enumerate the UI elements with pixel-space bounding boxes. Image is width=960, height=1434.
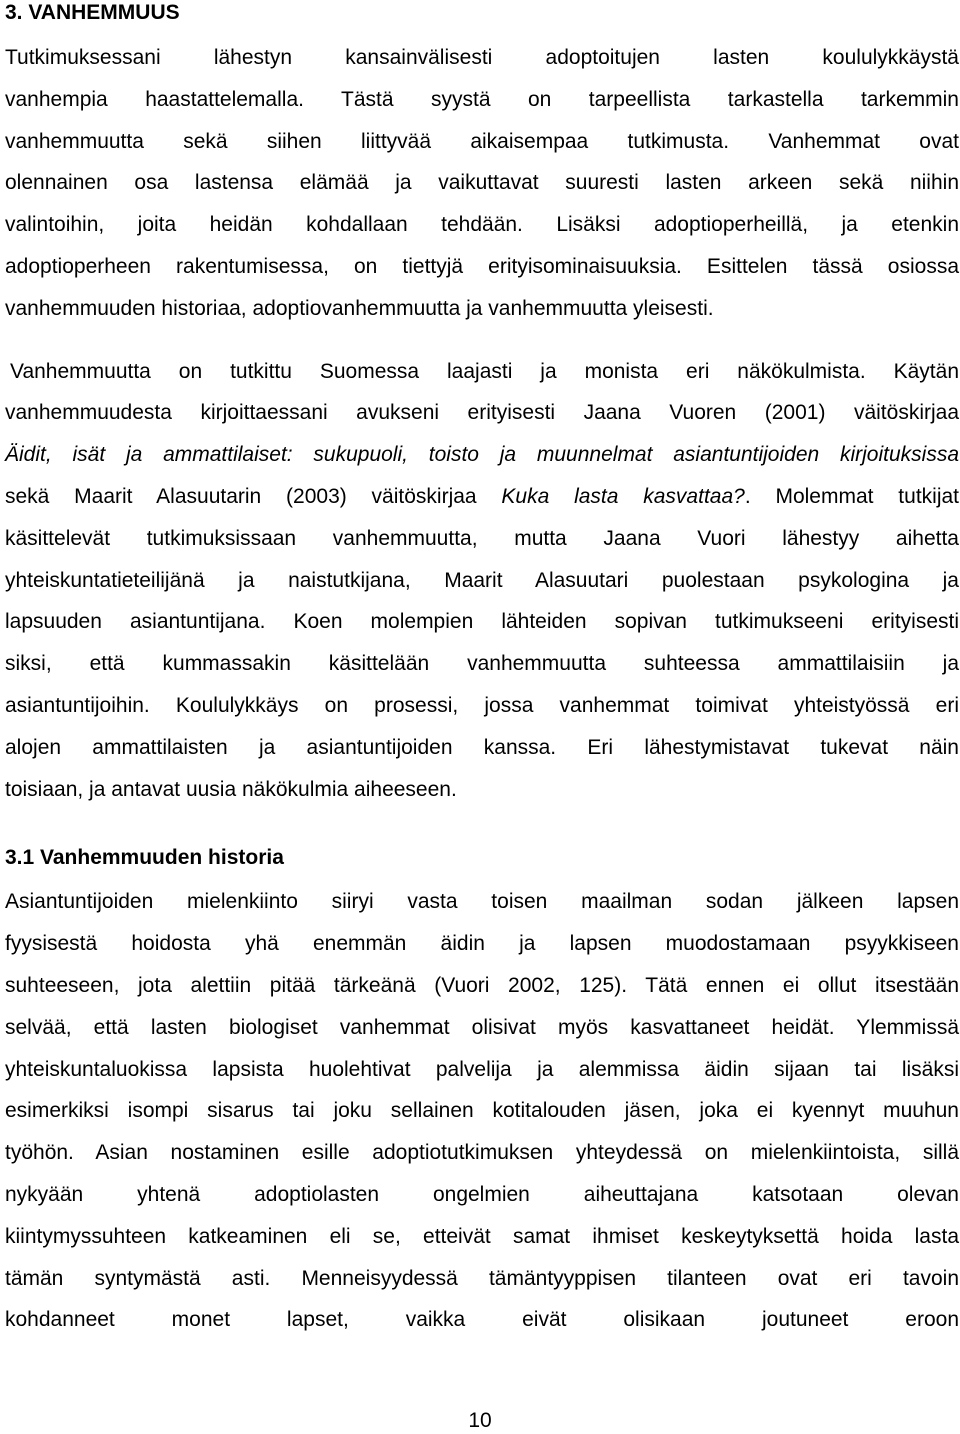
paragraph-line: adoptioperheen rakentumisessa, on tiettyjä erityisominaisuuksia. Esittelen tässä osiossa [5,254,959,278]
paragraph-line: esimerkiksi isompi sisarus tai joku sellainen kotitalouden jäsen, joka ei kyennyt muuhun [5,1099,959,1123]
paragraph-line: työhön. Asian nostaminen esille adoptiotutkimuksen yhteydessä on mielenkiintoista, sillä [5,1141,959,1165]
paragraph-line: lapsuuden asiantuntijana. Koen molempien lähteiden sopivan tutkimukseeni erityisesti [5,610,959,634]
paragraph-line: fyysisestä hoidosta yhä enemmän äidin ja lapsen muodostamaan psyykkiseen [5,932,959,956]
paragraph-line: asiantuntijoihin. Koululykkäys on prosessi, jossa vanhemmat toimivat yhteistyössä eri [5,693,959,717]
paragraph-line: kiintymyssuhteen katkeaminen eli se, etteivät samat ihmiset keskeytyksettä hoida lasta [5,1224,959,1248]
paragraph-line: vanhemmuutta sekä siihen liittyvää aikaisempaa tutkimusta. Vanhemmat ovat [5,129,959,153]
text-segment: . Molemmat tutkijat [744,484,959,508]
paragraph-line-italic [5,434,959,476]
paragraph-line: olennainen osa lastensa elämää ja vaikuttavat suuresti lasten arkeen sekä niihin [5,171,959,195]
paragraph-line: tämän syntymästä asti. Menneisyydessä tämäntyyppisen tilanteen ovat eri tavoin [5,1266,959,1290]
paragraph-line: vanhemmuudesta kirjoittaessani avukseni erityisesti Jaana Vuoren (2001) väitöskirjaa [5,401,959,425]
paragraph-line: suhteeseen, jota alettiin pitää tärkeänä (Vuori 2002, 125). Tätä ennen ei ollut itsestään [5,973,959,997]
paragraph-line: yhteiskuntaluokissa lapsista huolehtivat palvelija ja alemmissa äidin sijaan tai lisäksi [5,1057,959,1081]
paragraph-line: toisiaan, ja antavat uusia näkökulmia aiheeseen. [5,777,457,801]
history-paragraph [5,881,959,1341]
sources-paragraph [5,351,959,811]
paragraph-line: alojen ammattilaisten ja asiantuntijoiden kanssa. Eri lähestymistavat tukevat näin [5,735,959,759]
paragraph-line: vanhemmuuden historiaa, adoptiovanhemmuutta ja vanhemmuutta yleisesti. [5,296,714,320]
page-number: 10 [468,1409,492,1432]
paragraph-line: nykyään yhtenä adoptiolasten ongelmien aiheuttajana katsotaan olevan [5,1182,959,1206]
paragraph-line: Tutkimuksessani lähestyn kansainvälisesti adoptoitujen lasten koululykkäystä [5,46,959,69]
intro-paragraph [5,37,959,330]
paragraph-line: Asiantuntijoiden mielenkiinto siiryi vasta toisen maailman sodan jälkeen lapsen [5,890,959,914]
section-title: 3.1 Vanhemmuuden historia [5,846,284,870]
paragraph-line: vanhempia haastattelemalla. Tästä syystä on tarpeellista tarkastella tarkemmin [5,87,959,111]
text-segment: sekä Maarit Alasuutarin (2003) väitöskirjaa [5,484,502,508]
italic-title: Kuka lasta kasvattaa? [501,484,745,508]
paragraph-line: kohdanneet monet lapset, vaikka eivät olisikaan joutuneet eroon [5,1308,959,1332]
paragraph-line: valintoihin, joita heidän kohdallaan tehdään. Lisäksi adoptioperheillä, ja etenkin [5,213,959,237]
italic-title: Äidit, isät ja ammattilaiset: sukupuoli, toisto ja muunnelmat asiantuntijoiden kirjoituksissa [5,443,959,467]
paragraph-line: selvää, että lasten biologiset vanhemmat olisivat myös kasvattaneet heidät. Ylemmissä [5,1015,959,1039]
chapter-title: 3. VANHEMMUUS [5,1,180,24]
paragraph-line: yhteiskuntatieteilijänä ja naistutkijana, Maarit Alasuutari puolestaan psykologina ja [5,568,959,592]
paragraph-line: Vanhemmuutta on tutkittu Suomessa laajasti ja monista eri näkökulmista. Käytän [10,359,959,383]
paragraph-line-mixed [5,476,959,518]
paragraph-line: käsittelevät tutkimuksissaan vanhemmuutta, mutta Jaana Vuori lähestyy aihetta [5,526,959,550]
paragraph-line: siksi, että kummassakin käsittelään vanhemmuutta suhteessa ammattilaisiin ja [5,652,959,676]
document-page [5,0,959,1341]
